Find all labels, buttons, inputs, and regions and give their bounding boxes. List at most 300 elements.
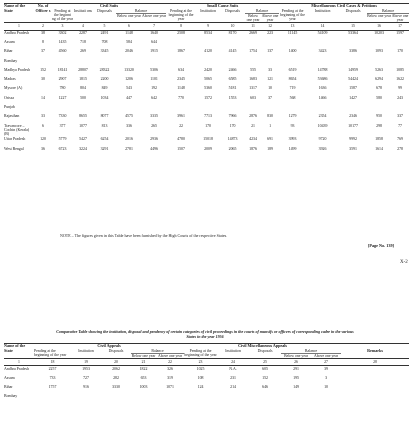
- header-civil-suits: Civil Suits: [99, 3, 119, 8]
- table-cell: 2669: [249, 31, 257, 36]
- state-name: Andhra Pradesh: [4, 31, 29, 36]
- table-cell: 282: [113, 375, 119, 380]
- column-number: 24: [231, 360, 235, 365]
- table-cell: [73, 104, 93, 113]
- table-row: [4, 123, 409, 137]
- table-cell: 77: [398, 123, 402, 128]
- table-cell: 99: [398, 86, 402, 91]
- table-cell: 813: [101, 123, 108, 128]
- table-cell: 3291: [100, 146, 109, 151]
- column-number: 4: [82, 24, 84, 29]
- table-cell: 10: [324, 385, 328, 390]
- table-cell: 37: [268, 95, 272, 100]
- table-cell: 319: [167, 375, 173, 380]
- table-cell: 14: [41, 95, 45, 100]
- table-cell: [220, 58, 245, 67]
- state-name: Punjab: [4, 105, 15, 110]
- table-cell: 6519: [288, 67, 297, 72]
- table-row: [4, 137, 409, 146]
- header-below-one-year: Below one year: [117, 13, 141, 18]
- table-cell: 5181: [228, 86, 237, 91]
- state-name: Andhra Pradesh: [4, 366, 29, 371]
- header-pending: Pending at the beginni ng of the year: [52, 8, 73, 22]
- table-cell: 642: [151, 95, 157, 100]
- table-row: [4, 366, 409, 375]
- header-institution-misc: Institution: [314, 8, 331, 13]
- table-cell: 2876: [249, 114, 257, 119]
- table-cell: 719: [289, 86, 296, 91]
- table-cell: 336: [126, 123, 132, 128]
- table-cell: 9720: [318, 137, 327, 142]
- column-number: 13: [290, 24, 295, 29]
- table-cell: 691: [267, 137, 273, 142]
- table-cell: [116, 104, 142, 113]
- table-cell: 2016: [125, 137, 133, 142]
- table-cell: 9992: [349, 137, 357, 142]
- table-cell: 2354: [318, 114, 327, 119]
- table-cell: 634: [178, 67, 184, 72]
- header-balance-small: Balance: [245, 9, 279, 14]
- state-name: Uttar Pradesh: [4, 137, 26, 142]
- table-cell: 830: [267, 114, 273, 119]
- column-number: 10: [230, 24, 235, 29]
- header-remarks: Remarks: [367, 347, 383, 353]
- table-cell: 124: [197, 385, 204, 390]
- header-small-cause-suits: Small Cause Suits: [206, 3, 239, 8]
- header-civil-misc-appeals: Civil Miscellaneous Appeals: [238, 343, 287, 348]
- table-cell: [220, 39, 245, 48]
- table-cell: 33: [41, 114, 45, 119]
- table-cell: [196, 39, 220, 48]
- table-cell: 1683: [249, 77, 257, 82]
- table-cell: 170: [205, 123, 211, 128]
- table-cell: [306, 58, 339, 67]
- table-cell: [367, 104, 391, 113]
- table-cell: 1101: [150, 77, 158, 82]
- table-cell: 5306: [150, 67, 158, 72]
- table-cell: 1553: [228, 95, 237, 100]
- table-cell: [391, 39, 409, 48]
- table-cell: 14788: [317, 67, 328, 72]
- table-cell: [166, 39, 196, 48]
- header-disposals-misc-appeals: Disposals: [257, 348, 273, 353]
- column-number: 6: [128, 24, 130, 29]
- table-cell: [184, 394, 217, 403]
- header-balance-misc-appeals: Balance: [281, 349, 341, 354]
- table-cell: 4145: [228, 49, 237, 54]
- table-cell: [261, 58, 279, 67]
- table-cell: 377: [59, 123, 66, 128]
- table-cell: 192: [151, 86, 157, 91]
- table-cell: 580: [376, 95, 382, 100]
- table-row: [4, 104, 409, 113]
- table-cell: 2508: [177, 31, 185, 36]
- table-cell: 5779: [58, 137, 67, 142]
- table-cell: 8654: [288, 77, 297, 82]
- header-balance-appeals: Balance: [131, 349, 184, 354]
- section-mark: X-2: [400, 260, 408, 265]
- table-row: [4, 30, 409, 39]
- table-cell: 14959: [348, 67, 358, 72]
- table-cell: [34, 86, 52, 95]
- table-cell: 568: [289, 95, 296, 100]
- table-cell: 644: [151, 39, 157, 44]
- table-cell: 1025: [196, 366, 205, 371]
- table-cell: [341, 375, 409, 384]
- table-cell: [73, 58, 93, 67]
- table-cell: 4560: [58, 49, 67, 54]
- table-cell: 4780: [177, 137, 185, 142]
- column-number: 15: [351, 24, 355, 29]
- table-cell: 646: [262, 385, 268, 390]
- table-cell: 37: [41, 49, 45, 54]
- table-cell: [279, 104, 306, 113]
- header-state-2: Name of the State: [4, 343, 26, 353]
- table-cell: 5263: [375, 67, 383, 72]
- table-row: [4, 86, 409, 95]
- table-cell: 2491: [100, 31, 109, 36]
- table-cell: [245, 104, 261, 113]
- column-number: 28: [373, 360, 377, 365]
- table-cell: 500: [80, 95, 86, 100]
- column-number: 9: [207, 24, 209, 29]
- table-row: [4, 49, 409, 58]
- table-cell: 1815: [79, 77, 87, 82]
- table-cell: 195: [293, 375, 299, 380]
- column-number-row: [4, 23, 409, 30]
- header-pending-misc: Pending at the beginning of the year: [280, 8, 305, 22]
- table-cell: [339, 39, 367, 48]
- table-cell: 1822: [139, 366, 148, 371]
- table-cell: [166, 58, 196, 67]
- table-cell: 2046: [125, 49, 133, 54]
- table-cell: 120: [40, 137, 46, 142]
- table-cell: 152: [262, 375, 268, 380]
- table-cell: [245, 58, 261, 67]
- table-cell: 22: [179, 123, 183, 128]
- table-cell: [306, 39, 339, 48]
- state-name: Bihar: [4, 49, 13, 54]
- header-below-one-year-small: Below one year: [246, 13, 260, 23]
- table-cell: 2009: [204, 146, 212, 151]
- table-cell: [217, 394, 249, 403]
- header-disposals: Disposals: [97, 8, 112, 13]
- table-cell: 30: [41, 77, 45, 82]
- header-above-one-year-appeals: Above one year: [158, 353, 183, 358]
- munsif-civil-suits-table: [4, 3, 409, 155]
- table-cell: 1858: [375, 137, 383, 142]
- table-cell: 326: [167, 366, 173, 371]
- header-above-one-year-small: Above one year: [261, 13, 279, 23]
- table-cell: 1071: [166, 385, 174, 390]
- table-cell: [245, 39, 261, 48]
- table-cell: 1499: [288, 146, 297, 151]
- table-cell: 2936: [150, 137, 158, 142]
- table-note: NOTE – The figures given in this Table have been furnished by the High Courts of the respective States.: [60, 233, 228, 238]
- table-cell: 1614: [375, 146, 383, 151]
- column-number: 11: [251, 24, 255, 29]
- table-cell: N.A.: [229, 366, 237, 371]
- munsif-civil-appeals-table: [4, 343, 409, 403]
- table-cell: 3302: [58, 31, 67, 36]
- table-cell: 14873: [227, 137, 238, 142]
- table-cell: 1003: [139, 385, 148, 390]
- table-cell: 298: [376, 123, 382, 128]
- table-row: [4, 58, 409, 67]
- table-cell: 4120: [204, 49, 212, 54]
- header-institution-appeals: Institution: [78, 348, 94, 353]
- state-name: Assam: [4, 375, 15, 380]
- table-row: [4, 394, 409, 403]
- column-number: 17: [398, 24, 402, 29]
- table-cell: 3386: [349, 49, 357, 54]
- table-cell: [52, 58, 73, 67]
- header-below-one-year-misc: Below one year: [367, 13, 391, 18]
- header-pending-small: Pending at the beginning of the year: [168, 8, 194, 22]
- table-cell: 1435: [58, 39, 67, 44]
- table-cell: 6254: [100, 137, 109, 142]
- table-cell: 39: [324, 366, 328, 371]
- table-body: [4, 366, 409, 403]
- table-cell: 1587: [349, 86, 357, 91]
- table-cell: [156, 394, 184, 403]
- header-below-one-year-appeals: Below one year: [131, 353, 156, 358]
- table-cell: 7966: [228, 114, 237, 119]
- table-cell: 137: [267, 49, 273, 54]
- header-pending-appeals: Pending at the beginning of the year: [34, 348, 67, 357]
- table-cell: 2257: [48, 366, 57, 371]
- table-row: [4, 95, 409, 104]
- column-number: 8: [180, 24, 182, 29]
- header-balance: Balance: [116, 9, 166, 14]
- table-cell: 6723: [58, 146, 67, 151]
- table-cell: 770: [178, 95, 184, 100]
- table-cell: 5360: [204, 86, 212, 91]
- table-cell: [341, 366, 409, 375]
- header-disposals-appeals: Disposals: [108, 348, 124, 353]
- table-cell: [52, 104, 73, 113]
- table-cell: 2346: [349, 114, 357, 119]
- table-cell: [196, 104, 220, 113]
- table-cell: [166, 104, 196, 113]
- table-cell: 708: [101, 39, 108, 44]
- table-cell: 108: [197, 375, 204, 380]
- table-cell: 1754: [249, 49, 257, 54]
- table-cell: 10177: [348, 123, 358, 128]
- table-cell: 1034: [100, 95, 109, 100]
- table-cell: 727: [83, 375, 89, 380]
- table-cell: [279, 39, 306, 48]
- table-cell: 3961: [177, 114, 185, 119]
- table-cell: 543: [126, 86, 132, 91]
- state-name: Bombay: [4, 58, 18, 63]
- table-cell: [142, 58, 166, 67]
- table-cell: 11145: [287, 31, 298, 36]
- table-cell: 605: [262, 366, 268, 371]
- table-cell: 28807: [78, 67, 88, 72]
- table-cell: 4496: [150, 146, 158, 151]
- header-above-one-year-misc-appeals: Above one year: [314, 353, 339, 358]
- table-row: [4, 146, 409, 155]
- table-cell: 1279: [288, 114, 297, 119]
- table-cell: 3: [325, 375, 328, 380]
- column-number: 18: [50, 360, 55, 365]
- column-number: 23: [198, 360, 203, 365]
- table-cell: [261, 39, 279, 48]
- table-cell: 849: [101, 86, 108, 91]
- table-cell: 3926: [318, 146, 327, 151]
- header-above-one-year: Above one year: [142, 13, 167, 18]
- table-cell: 1085: [396, 67, 404, 72]
- column-number: 7: [153, 24, 155, 29]
- column-number: 14: [320, 24, 325, 29]
- table-cell: [279, 58, 306, 67]
- table-cell: 1640: [150, 31, 158, 36]
- table-cell: [34, 58, 52, 67]
- table-body: [4, 30, 409, 155]
- table-cell: 1915: [150, 49, 158, 54]
- table-cell: 15018: [203, 137, 213, 142]
- table-cell: 555: [250, 67, 256, 72]
- header-institution-misc-appeals: Institution: [225, 348, 241, 353]
- table-cell: 33: [268, 67, 272, 72]
- table-cell: [261, 104, 279, 113]
- table-cell: 1636: [318, 86, 327, 91]
- table-cell: 231: [230, 375, 236, 380]
- table-cell: 1148: [177, 86, 185, 91]
- table-cell: 7330: [58, 114, 67, 119]
- table-cell: 1622: [396, 77, 404, 82]
- column-number: 27: [324, 360, 328, 365]
- table-cell: 1876: [249, 146, 257, 151]
- table-cell: 1572: [204, 95, 212, 100]
- table-cell: 8534: [204, 31, 212, 36]
- table-cell: 93: [290, 123, 295, 128]
- column-number: 22: [168, 360, 172, 365]
- table-cell: [220, 104, 245, 113]
- header-balance-misc: Balance: [367, 9, 409, 14]
- table-cell: [339, 104, 367, 113]
- table-cell: 2420: [204, 67, 212, 72]
- table-cell: 916: [83, 385, 89, 390]
- table-row: [4, 39, 409, 48]
- column-number: 25: [263, 360, 267, 365]
- table-cell: 38: [41, 31, 45, 36]
- table-cell: [196, 58, 220, 67]
- table-cell: 3224: [79, 146, 87, 151]
- table-cell: 2466: [228, 67, 237, 72]
- header-institution-small: Institution: [200, 8, 216, 13]
- table-cell: 2287: [79, 31, 87, 36]
- table-cell: [311, 394, 341, 403]
- column-number: 5: [103, 24, 106, 29]
- column-number-row: [4, 359, 409, 366]
- table-row: [4, 67, 409, 76]
- table-cell: 733: [49, 375, 56, 380]
- table-cell: 1148: [125, 31, 133, 36]
- table-cell: 54424: [348, 77, 358, 82]
- table-cell: 653: [140, 375, 147, 380]
- column-number: 21: [141, 360, 146, 365]
- table-cell: 243: [397, 95, 403, 100]
- table-cell: 8655: [79, 114, 87, 119]
- table-cell: 5427: [79, 137, 87, 142]
- table-cell: [93, 58, 116, 67]
- table-cell: [142, 104, 166, 113]
- table-cell: 1227: [58, 95, 67, 100]
- table-cell: [341, 384, 409, 393]
- table-cell: 804: [80, 86, 86, 91]
- table-cell: 1466: [318, 95, 327, 100]
- table-cell: [34, 104, 52, 113]
- header-civil-appeals: Civil Appeals: [97, 343, 121, 348]
- table-cell: [306, 104, 339, 113]
- table-row: [4, 375, 409, 384]
- table-cell: 189: [267, 146, 273, 151]
- table-cell: 1597: [396, 31, 404, 36]
- column-number: 3: [61, 24, 64, 29]
- column-number: 16: [377, 24, 381, 29]
- table-cell: 54109: [317, 31, 328, 36]
- table-cell: 3330: [112, 385, 120, 390]
- header-misc-cases: Miscellaneous Civil Cases & Petitions: [311, 3, 377, 8]
- table-row: [4, 384, 409, 393]
- state-name: West Bengal: [4, 146, 24, 151]
- table-cell: 780: [59, 86, 66, 91]
- table-cell: 1077: [79, 123, 87, 128]
- state-name: Orissa: [4, 95, 14, 100]
- table-cell: 1093: [375, 49, 383, 54]
- table-cell: 28322: [99, 67, 110, 72]
- state-name: Bombay: [4, 394, 18, 399]
- table-cell: 337: [397, 114, 403, 119]
- table-cell: 13320: [124, 67, 134, 72]
- table-cell: [116, 58, 142, 67]
- table-cell: [249, 394, 281, 403]
- table-cell: [93, 104, 116, 113]
- table-cell: 769: [397, 137, 403, 142]
- table-cell: 8170: [228, 31, 237, 36]
- table-cell: 1206: [125, 77, 133, 82]
- table-cell: 5065: [204, 77, 212, 82]
- table-cell: 6294: [375, 77, 383, 82]
- column-number: 1: [18, 24, 20, 29]
- state-name: Bihar: [4, 385, 13, 390]
- table-cell: 1953: [82, 366, 90, 371]
- column-number: 19: [84, 360, 88, 365]
- table-cell: 265: [151, 123, 157, 128]
- state-name: Madras: [4, 77, 16, 82]
- table-cell: 2345: [177, 77, 185, 82]
- table-cell: 53364: [348, 31, 358, 36]
- table-cell: 53686: [317, 77, 328, 82]
- state-name: Madhya Pradesh: [4, 67, 31, 72]
- table-cell: 1757: [48, 385, 57, 390]
- table-cell: 1507: [177, 146, 185, 151]
- header-institutions: Instituti ons: [73, 8, 93, 13]
- table-cell: 149: [293, 385, 299, 390]
- table-cell: 8077: [100, 114, 109, 119]
- header-state: Name of the State: [4, 3, 26, 13]
- table-row: [4, 114, 409, 123]
- table-cell: [101, 394, 131, 403]
- header-below-one-year-misc-appeals: Below one year: [284, 353, 308, 358]
- table-cell: 3993: [288, 137, 297, 142]
- table-row: [4, 77, 409, 86]
- table-cell: 170: [397, 49, 403, 54]
- table-cell: 2907: [58, 77, 67, 82]
- table-cell: [71, 394, 101, 403]
